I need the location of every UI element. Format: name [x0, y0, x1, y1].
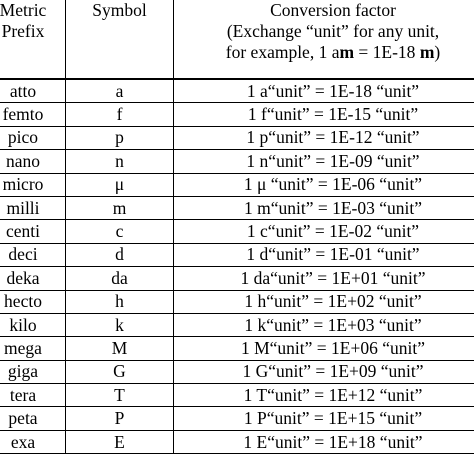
table-row: [0, 290, 474, 313]
conversion-factor-cell: 1 m“unit” = 1E-03 “unit”: [174, 196, 474, 219]
conversion-factor-cell: 1 E“unit” = 1E+18 “unit”: [174, 430, 474, 453]
conversion-factor-cell: 1 n“unit” = 1E-09 “unit”: [174, 150, 474, 173]
symbol-cell: G: [66, 360, 174, 383]
symbol-cell: c: [66, 220, 174, 243]
conversion-factor-cell: 1 f“unit” = 1E-15 “unit”: [174, 103, 474, 126]
prefix-cell: pico: [0, 126, 66, 149]
symbol-cell: a: [66, 79, 174, 103]
symbol-cell: M: [66, 337, 174, 360]
prefix-cell: atto: [0, 79, 66, 103]
header-conversion-line3-mid: = 1E-18: [354, 42, 420, 62]
table-row: [0, 384, 474, 407]
header-conversion-line3: [174, 42, 474, 63]
table-row: [0, 150, 474, 173]
symbol-cell: T: [66, 384, 174, 407]
header-conversion-line3-pre: for example, 1 a: [225, 42, 340, 62]
header-conversion-line1: Conversion factor: [270, 0, 396, 20]
header-conversion-line3-post: ): [434, 42, 441, 62]
table-row: [0, 126, 474, 149]
prefix-cell: exa: [0, 430, 66, 453]
table-row: [0, 220, 474, 243]
table-row: [0, 313, 474, 336]
header-symbol-label: Symbol: [92, 0, 147, 20]
header-conversion-line2: (Exchange “unit” for any unit,: [226, 21, 440, 41]
table-row: [0, 243, 474, 266]
prefix-cell: peta: [0, 407, 66, 430]
table-row: [0, 430, 474, 453]
conversion-factor-cell: 1 da“unit” = 1E+01 “unit”: [174, 267, 474, 290]
table-row: [0, 337, 474, 360]
conversion-factor-cell: 1 k“unit” = 1E+03 “unit”: [174, 313, 474, 336]
prefix-cell: hecto: [0, 290, 66, 313]
table-row: [0, 407, 474, 430]
conversion-factor-cell: 1 G“unit” = 1E+09 “unit”: [174, 360, 474, 383]
conversion-factor-cell: 1 M“unit” = 1E+06 “unit”: [174, 337, 474, 360]
table-row: [0, 79, 474, 103]
symbol-cell: da: [66, 267, 174, 290]
prefix-cell: centi: [0, 220, 66, 243]
symbol-cell: f: [66, 103, 174, 126]
prefix-cell: milli: [0, 196, 66, 219]
header-conversion-unit-bold: m: [339, 42, 355, 62]
prefix-cell: kilo: [0, 313, 66, 336]
header-prefix: [0, 0, 66, 79]
prefix-cell: mega: [0, 337, 66, 360]
header-prefix-line2: Prefix: [1, 21, 45, 41]
header-prefix-line1: Metric: [0, 0, 47, 20]
conversion-factor-cell: 1 c“unit” = 1E-02 “unit”: [174, 220, 474, 243]
prefix-cell: micro: [0, 173, 66, 196]
table-row: [0, 267, 474, 290]
table-body: [0, 79, 474, 454]
table-row: [0, 103, 474, 126]
prefix-cell: nano: [0, 150, 66, 173]
conversion-factor-cell: 1 P“unit” = 1E+15 “unit”: [174, 407, 474, 430]
table-row: [0, 196, 474, 219]
symbol-cell: P: [66, 407, 174, 430]
prefix-cell: deka: [0, 267, 66, 290]
conversion-factor-cell: 1 μ “unit” = 1E-06 “unit”: [174, 173, 474, 196]
prefix-cell: giga: [0, 360, 66, 383]
conversion-factor-cell: 1 a“unit” = 1E-18 “unit”: [174, 79, 474, 103]
symbol-cell: m: [66, 196, 174, 219]
conversion-factor-cell: 1 T“unit” = 1E+12 “unit”: [174, 384, 474, 407]
table-row: [0, 173, 474, 196]
prefix-cell: deci: [0, 243, 66, 266]
symbol-cell: E: [66, 430, 174, 453]
header-conversion-unit2-bold: m: [419, 42, 435, 62]
table-row: [0, 360, 474, 383]
conversion-factor-cell: 1 d“unit” = 1E-01 “unit”: [174, 243, 474, 266]
header-conversion: [174, 0, 474, 79]
symbol-cell: p: [66, 126, 174, 149]
prefix-cell: femto: [0, 103, 66, 126]
symbol-cell: h: [66, 290, 174, 313]
prefix-cell: tera: [0, 384, 66, 407]
conversion-factor-cell: 1 p“unit” = 1E-12 “unit”: [174, 126, 474, 149]
header-row: [0, 0, 474, 79]
header-symbol: [66, 0, 174, 79]
conversion-factor-cell: 1 h“unit” = 1E+02 “unit”: [174, 290, 474, 313]
symbol-cell: d: [66, 243, 174, 266]
symbol-cell: μ: [66, 173, 174, 196]
symbol-cell: n: [66, 150, 174, 173]
symbol-cell: k: [66, 313, 174, 336]
